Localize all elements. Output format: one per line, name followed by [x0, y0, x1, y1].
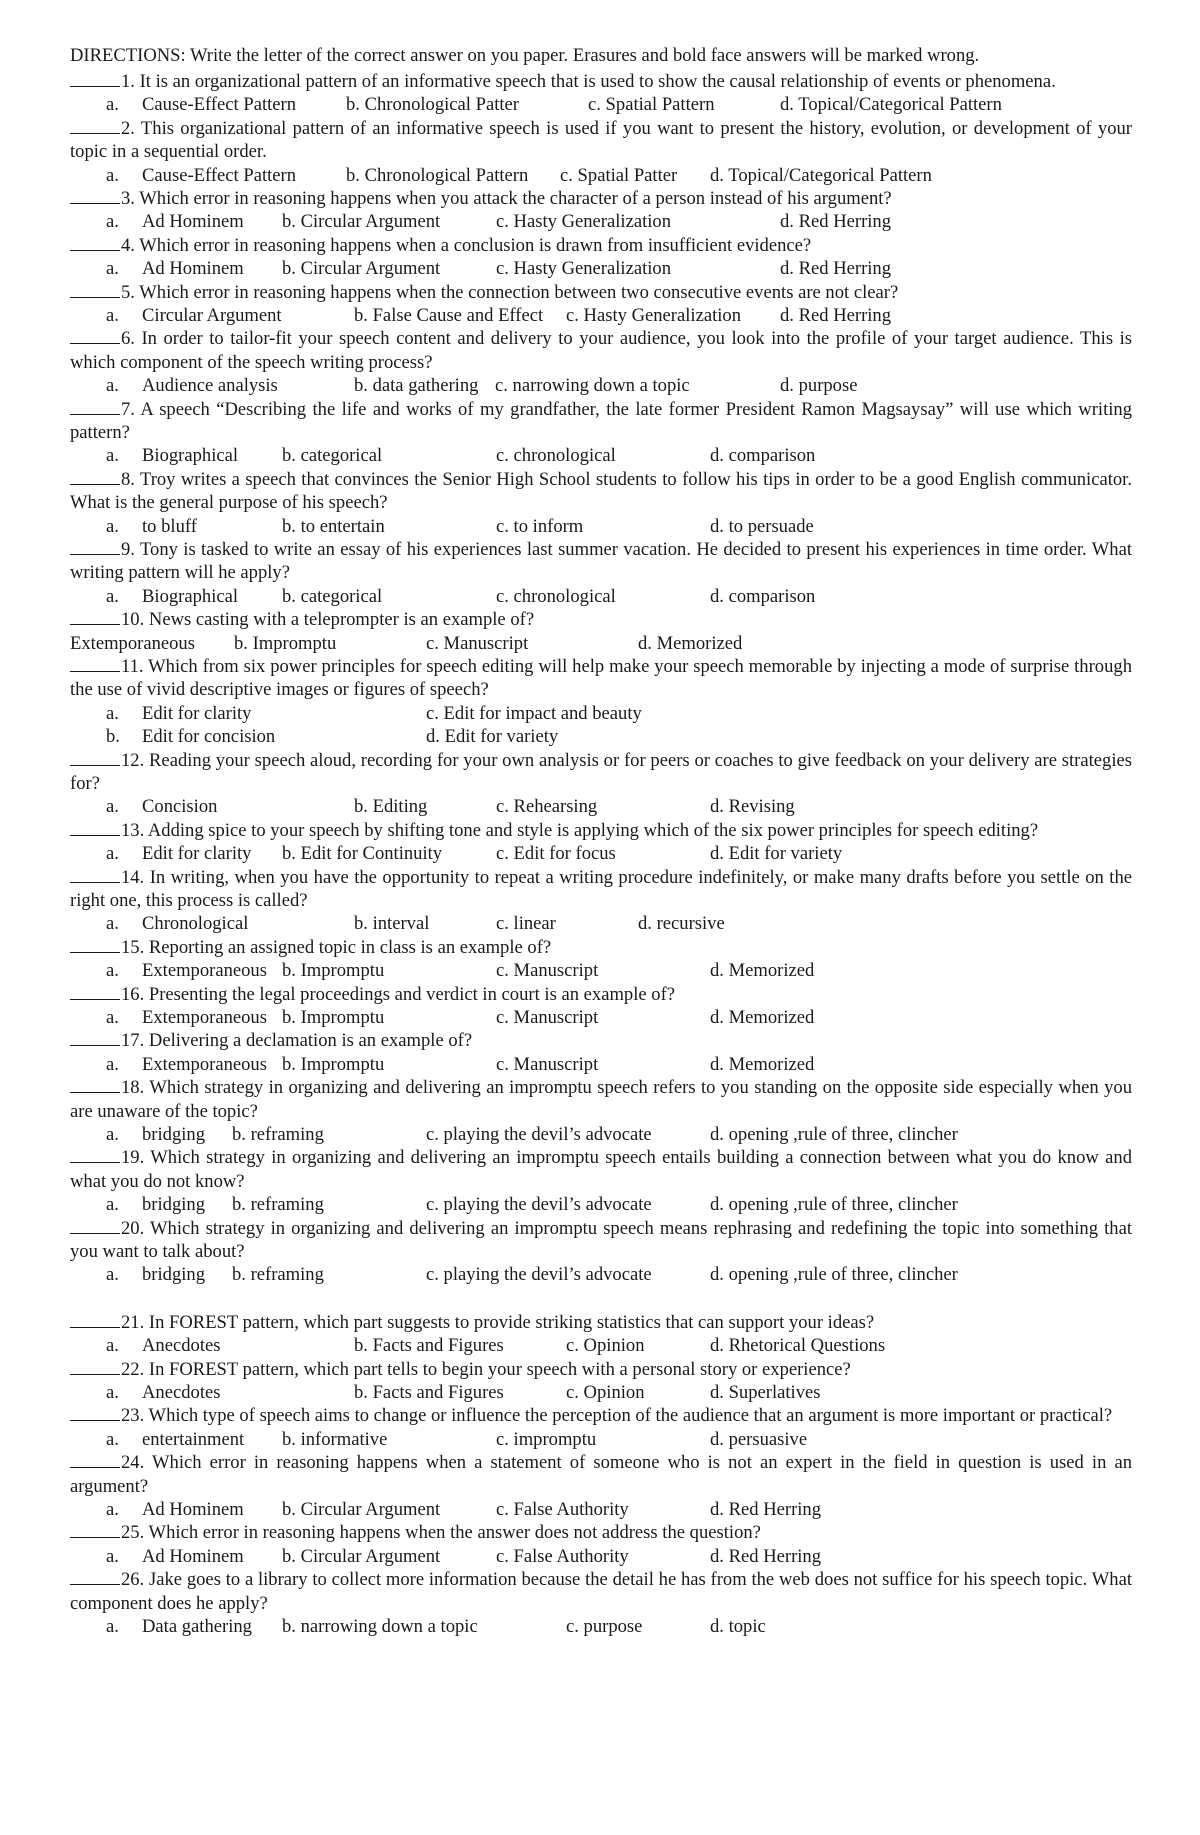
answer-choice: Data gathering	[142, 1616, 252, 1637]
answer-choice: Extemporaneous	[142, 1053, 267, 1075]
answer-choice: a.	[106, 1616, 119, 1637]
answer-choice: b. Chronological Patter	[346, 94, 519, 116]
question-text: 6. In order to tailor-fit your speech content and delivery to your audience, you look into the profile of your target audience. This is which component of the speech writing process?	[70, 328, 1132, 373]
answer-blank	[70, 751, 120, 766]
answer-choice: c. Manuscript	[496, 1053, 599, 1075]
question-line	[70, 819, 1132, 842]
answer-choice: d. Red Herring	[780, 258, 892, 280]
question-list	[70, 70, 1132, 1638]
answer-choices	[70, 1428, 1132, 1451]
answer-choice: bridging	[142, 1194, 206, 1216]
question-line	[70, 1311, 1132, 1334]
answer-choice: d. Memorized	[710, 960, 815, 982]
answer-choice: b. Impromptu	[282, 1053, 385, 1075]
answer-choice: Chronological	[142, 913, 249, 935]
question-item	[70, 749, 1132, 819]
answer-choice: d. topic	[710, 1616, 766, 1637]
answer-choices	[70, 632, 1132, 655]
answer-choices	[70, 304, 1132, 327]
answer-blank	[70, 236, 120, 251]
question-line	[70, 1146, 1132, 1193]
answer-choice: Concision	[142, 796, 218, 818]
answer-blank	[70, 1406, 120, 1421]
question-line	[70, 936, 1132, 959]
answer-choice: a.	[106, 375, 119, 397]
answer-choice: Extemporaneous	[70, 632, 195, 654]
answer-blank	[70, 938, 120, 953]
answer-blank	[70, 1078, 120, 1093]
question-text: 15. Reporting an assigned topic in class is an example of?	[121, 936, 552, 958]
answer-choice: d. purpose	[780, 375, 858, 397]
answer-choice: a.	[106, 445, 119, 467]
answer-choice: c. narrowing down a topic	[495, 375, 690, 397]
question-text: 17. Delivering a declamation is an example of?	[121, 1030, 473, 1052]
answer-choice: c. Spatial Pattern	[588, 94, 715, 116]
answer-choice: Ad Hominem	[142, 211, 244, 233]
answer-choice: a.	[106, 1007, 119, 1028]
answer-choice: d. comparison	[710, 445, 816, 467]
answer-choice: Edit for clarity	[142, 843, 252, 865]
answer-choice: a.	[106, 1194, 119, 1216]
question-text: 26. Jake goes to a library to collect more information because the detail he has from the web does not suffice for his speech topic. What component does he apply?	[70, 1569, 1132, 1614]
answer-choice: d. Revising	[710, 796, 795, 818]
answer-choices	[70, 725, 1132, 748]
question-line	[70, 608, 1132, 631]
answer-choice: to bluff	[142, 515, 197, 537]
question-text: 7. A speech “Describing the life and works of my grandfather, the late former President Ramon Magsaysay” will use which writing pattern?	[70, 398, 1132, 443]
answer-choices	[70, 702, 1132, 725]
answer-choice: Anecdotes	[142, 1382, 221, 1403]
answer-choice: a.	[106, 211, 119, 233]
question-text: 25. Which error in reasoning happens when the answer does not address the question?	[121, 1522, 761, 1544]
question-line	[70, 866, 1132, 913]
answer-choice: b. informative	[282, 1428, 388, 1450]
question-item	[70, 608, 1132, 655]
answer-choice: b. Edit for Continuity	[282, 843, 443, 865]
question-text: 3. Which error in reasoning happens when you attack the character of a person instead of his argument?	[121, 188, 892, 209]
answer-blank	[70, 985, 120, 1000]
answer-choice: Extemporaneous	[142, 1007, 267, 1028]
answer-choice: c. False Authority	[496, 1545, 629, 1567]
answer-blank	[70, 821, 120, 836]
question-item	[70, 655, 1132, 749]
answer-choice: a.	[106, 515, 119, 537]
answer-choice: a.	[106, 702, 119, 724]
question-line	[70, 983, 1132, 1006]
answer-choices	[70, 374, 1132, 397]
answer-choice: c. linear	[496, 913, 556, 935]
question-item	[70, 1146, 1132, 1216]
answer-choice: b. interval	[354, 913, 430, 935]
answer-choice: Circular Argument	[142, 305, 282, 326]
answer-choices	[70, 164, 1132, 187]
answer-choice: b. Circular Argument	[282, 1499, 441, 1520]
answer-choice: Edit for concision	[142, 726, 276, 748]
question-text: 2. This organizational pattern of an informative speech is used if you want to present the history, evolution, or development of your topic in a sequential order.	[70, 117, 1132, 163]
question-item	[70, 281, 1132, 328]
question-line	[70, 281, 1132, 304]
answer-choice: d. Edit for variety	[710, 843, 843, 865]
question-line	[70, 1521, 1132, 1544]
answer-choice: b. Editing	[354, 796, 428, 818]
question-text: 19. Which strategy in organizing and delivering an impromptu speech entails building a connection between what you do know and what you do not know?	[70, 1147, 1132, 1192]
question-line	[70, 1451, 1132, 1498]
answer-choice: d. Red Herring	[780, 305, 892, 326]
answer-choice: d. Rhetorical Questions	[710, 1335, 886, 1357]
question-text: 23. Which type of speech aims to change or influence the perception of the audience that an argument is more important or practical?	[121, 1405, 1113, 1427]
question-item	[70, 234, 1132, 281]
answer-choices	[70, 1545, 1132, 1568]
answer-choice: a.	[106, 843, 119, 865]
question-item	[70, 1311, 1132, 1358]
question-item	[70, 538, 1132, 608]
answer-choice: b. False Cause and Effect	[354, 305, 544, 326]
answer-choice: c. Hasty Generalization	[566, 305, 742, 326]
answer-choice: c. Manuscript	[496, 960, 599, 982]
answer-choices	[70, 1123, 1132, 1146]
question-text: 18. Which strategy in organizing and delivering an impromptu speech refers to you standing on the opposite side especially when you are unaware of the topic?	[70, 1077, 1132, 1122]
question-text: 1. It is an organizational pattern of an informative speech that is used to show the causal relationship of events or phenomena.	[121, 71, 1056, 92]
question-item	[70, 398, 1132, 468]
answer-choice: b. Circular Argument	[282, 258, 441, 280]
question-text: 12. Reading your speech aloud, recording for your own analysis or for peers or coaches to give feedback on your delivery are strategies for?	[70, 749, 1132, 794]
question-text: 16. Presenting the legal proceedings and verdict in court is an example of?	[121, 983, 676, 1005]
answer-choice: b.	[106, 726, 120, 748]
answer-choice: b. categorical	[282, 445, 383, 467]
answer-choice: b. Impromptu	[282, 960, 385, 982]
answer-choices	[70, 1193, 1132, 1216]
question-item	[70, 1568, 1132, 1638]
question-line	[70, 538, 1132, 585]
answer-choices	[70, 912, 1132, 935]
question-text: 9. Tony is tasked to write an essay of his experiences last summer vacation. He decided to present his experiences in time order. What writing pattern will he apply?	[70, 539, 1132, 584]
question-item	[70, 70, 1132, 117]
answer-choice: b. Circular Argument	[282, 211, 441, 233]
answer-choice: d. Topical/Categorical Pattern	[710, 164, 932, 186]
question-text: 24. Which error in reasoning happens when a statement of someone who is not an expert in the field in question is used in an argument?	[70, 1452, 1132, 1497]
answer-choice: c. Spatial Patter	[560, 164, 678, 186]
answer-choices	[70, 93, 1132, 116]
answer-choice: Anecdotes	[142, 1335, 221, 1357]
answer-choice: d. Topical/Categorical Pattern	[780, 94, 1002, 116]
answer-choice: Cause-Effect Pattern	[142, 94, 297, 116]
question-item	[70, 1358, 1132, 1405]
answer-choice: c. to inform	[496, 515, 584, 537]
answer-choice: c. Hasty Generalization	[496, 211, 672, 233]
answer-choice: Ad Hominem	[142, 1499, 244, 1520]
question-line	[70, 749, 1132, 796]
question-item	[70, 1521, 1132, 1568]
question-line	[70, 655, 1132, 702]
answer-choices	[70, 1334, 1132, 1357]
question-item	[70, 1029, 1132, 1076]
answer-choice: b. Impromptu	[282, 1007, 385, 1028]
answer-choice: Edit for clarity	[142, 702, 252, 724]
answer-choice: d. Red Herring	[710, 1499, 822, 1520]
answer-blank	[70, 868, 120, 883]
answer-choice: Ad Hominem	[142, 1545, 244, 1567]
answer-choice: d. Superlatives	[710, 1382, 821, 1403]
answer-choice: a.	[106, 913, 119, 935]
answer-choice: Biographical	[142, 585, 239, 607]
answer-choices	[70, 1053, 1132, 1076]
question-line	[70, 70, 1132, 93]
answer-choice: b. Circular Argument	[282, 1545, 441, 1567]
directions-text: DIRECTIONS: Write the letter of the correct answer on you paper. Erasures and bold face answers will be marked wrong.	[70, 45, 980, 66]
answer-choice: c. False Authority	[496, 1499, 629, 1520]
answer-blank	[70, 283, 120, 298]
question-line	[70, 1217, 1132, 1264]
question-text: 8. Troy writes a speech that convinces the Senior High School students to follow his tips in order to be a good English communicator. What is the general purpose of his speech?	[70, 468, 1132, 514]
answer-choices	[70, 515, 1132, 538]
answer-choice: b. Chronological Pattern	[346, 164, 529, 186]
answer-choice: c. Hasty Generalization	[496, 258, 672, 280]
answer-choices	[70, 444, 1132, 467]
answer-blank	[70, 470, 120, 485]
answer-choice: b. Impromptu	[234, 632, 337, 654]
question-item	[70, 1217, 1132, 1287]
answer-choice: d. to persuade	[710, 515, 814, 537]
answer-choice: c. Manuscript	[426, 632, 529, 654]
answer-choice: a.	[106, 305, 119, 326]
answer-choice: b. Facts and Figures	[354, 1335, 504, 1357]
answer-choice: b. reframing	[232, 1264, 324, 1286]
question-line	[70, 1568, 1132, 1615]
question-text: 11. Which from six power principles for speech editing will help make your speech memorable by injecting a mode of surprise through the use of vivid descriptive images or figures of speech?	[70, 656, 1132, 701]
question-text: 22. In FOREST pattern, which part tells to begin your speech with a personal story or experience?	[121, 1358, 851, 1380]
answer-choices	[70, 1615, 1132, 1638]
question-text: 10. News casting with a teleprompter is an example of?	[121, 609, 535, 631]
answer-blank	[70, 1360, 120, 1375]
question-item	[70, 1404, 1132, 1451]
question-line	[70, 1358, 1132, 1381]
answer-choices	[70, 1006, 1132, 1029]
answer-choice: c. chronological	[496, 445, 616, 467]
question-line	[70, 234, 1132, 257]
answer-choices	[70, 1381, 1132, 1404]
answer-choice: b. narrowing down a topic	[282, 1616, 478, 1637]
answer-choice: d. opening ,rule of three, clincher	[710, 1194, 958, 1216]
answer-choice: c. Edit for impact and beauty	[426, 702, 642, 724]
answer-choice: Ad Hominem	[142, 258, 244, 280]
answer-choice: a.	[106, 585, 119, 607]
answer-blank	[70, 1031, 120, 1046]
question-line	[70, 1404, 1132, 1427]
question-line	[70, 327, 1132, 374]
answer-choice: a.	[106, 1428, 119, 1450]
answer-choice: d. Red Herring	[780, 211, 892, 233]
question-text: 21. In FOREST pattern, which part suggests to provide striking statistics that can support your ideas?	[121, 1311, 875, 1333]
answer-choice: a.	[106, 1124, 119, 1145]
answer-choices	[70, 959, 1132, 982]
answer-choice: d. Memorized	[638, 632, 743, 654]
answer-blank	[70, 1313, 120, 1328]
answer-blank	[70, 1523, 120, 1538]
answer-choice: a.	[106, 1264, 119, 1286]
answer-choice: a.	[106, 796, 119, 818]
question-text: 20. Which strategy in organizing and delivering an impromptu speech means rephrasing and redefining the topic into something that you want to talk about?	[70, 1217, 1132, 1262]
answer-choice: b. data gathering	[354, 375, 479, 397]
question-item	[70, 117, 1132, 187]
answer-choice: d. opening ,rule of three, clincher	[710, 1264, 958, 1286]
answer-blank	[70, 400, 120, 415]
answer-choice: d. Memorized	[710, 1053, 815, 1075]
question-item	[70, 866, 1132, 936]
question-item	[70, 187, 1132, 234]
answer-choice: d. Memorized	[710, 1007, 815, 1028]
question-line	[70, 1076, 1132, 1123]
answer-choice: d. comparison	[710, 585, 816, 607]
answer-choice: c. purpose	[566, 1616, 643, 1637]
answer-choice: bridging	[142, 1264, 206, 1286]
answer-choice: d. Edit for variety	[426, 726, 559, 748]
question-line	[70, 117, 1132, 164]
answer-blank	[70, 119, 120, 134]
answer-choice: c. playing the devil’s advocate	[426, 1194, 652, 1216]
question-line	[70, 468, 1132, 515]
question-item	[70, 819, 1132, 866]
answer-choice: c. Rehearsing	[496, 796, 598, 818]
answer-choice: d. persuasive	[710, 1428, 808, 1450]
question-item	[70, 327, 1132, 397]
question-item	[70, 1451, 1132, 1521]
answer-choice: d. recursive	[638, 913, 725, 935]
answer-choices	[70, 795, 1132, 818]
answer-choices	[70, 1498, 1132, 1521]
answer-choice: Audience analysis	[142, 375, 278, 397]
answer-choice: c. Manuscript	[496, 1007, 599, 1028]
answer-choices	[70, 842, 1132, 865]
answer-choice: b. Facts and Figures	[354, 1382, 504, 1403]
answer-choice: c. Opinion	[566, 1382, 645, 1403]
answer-choice: a.	[106, 1335, 119, 1357]
answer-choice: c. playing the devil’s advocate	[426, 1264, 652, 1286]
answer-choice: b. to entertain	[282, 515, 385, 537]
answer-choice: Extemporaneous	[142, 960, 267, 982]
answer-blank	[70, 657, 120, 672]
answer-choice: c. Edit for focus	[496, 843, 616, 865]
answer-blank	[70, 610, 120, 625]
answer-blank	[70, 540, 120, 555]
answer-choice: bridging	[142, 1124, 206, 1145]
answer-choice: c. playing the devil’s advocate	[426, 1124, 652, 1145]
answer-blank	[70, 189, 120, 204]
answer-choices	[70, 1263, 1132, 1286]
question-text: 4. Which error in reasoning happens when a conclusion is drawn from insufficient evidence?	[121, 234, 812, 256]
answer-blank	[70, 1148, 120, 1163]
question-text: 14. In writing, when you have the opportunity to repeat a writing procedure indefinitely, or make many drafts before you settle on the right one, this process is called?	[70, 866, 1132, 911]
answer-choice: a.	[106, 1499, 119, 1520]
answer-choice: a.	[106, 960, 119, 982]
answer-choice: b. reframing	[232, 1124, 324, 1145]
answer-choice: c. Opinion	[566, 1335, 645, 1357]
answer-choice: c. impromptu	[496, 1428, 597, 1450]
question-text: 5. Which error in reasoning happens when the connection between two consecutive events are not clear?	[121, 281, 899, 303]
answer-choices	[70, 585, 1132, 608]
answer-choice: a.	[106, 1545, 119, 1567]
answer-choice: a.	[106, 258, 119, 280]
question-item	[70, 936, 1132, 983]
answer-blank	[70, 1219, 120, 1234]
question-text: 13. Adding spice to your speech by shifting tone and style is applying which of the six power principles for speech editing?	[121, 819, 1039, 841]
question-line	[70, 398, 1132, 445]
answer-choice: d. opening ,rule of three, clincher	[710, 1124, 958, 1145]
answer-choice: entertainment	[142, 1428, 245, 1450]
answer-blank	[70, 72, 120, 87]
question-line	[70, 1029, 1132, 1052]
answer-blank	[70, 1570, 120, 1585]
answer-choice: d. Red Herring	[710, 1545, 822, 1567]
question-item	[70, 1076, 1132, 1146]
answer-choice: Biographical	[142, 445, 239, 467]
answer-choice: b. reframing	[232, 1194, 324, 1216]
answer-blank	[70, 329, 120, 344]
answer-choice: b. categorical	[282, 585, 383, 607]
answer-choice: a.	[106, 164, 119, 186]
answer-choice: a.	[106, 94, 119, 116]
answer-choices	[70, 257, 1132, 280]
question-item	[70, 983, 1132, 1030]
answer-choice: Cause-Effect Pattern	[142, 164, 297, 186]
answer-choice: a.	[106, 1053, 119, 1075]
answer-choice: a.	[106, 1382, 119, 1403]
question-line	[70, 187, 1132, 210]
question-item	[70, 468, 1132, 538]
spacer	[70, 1287, 1132, 1311]
answer-blank	[70, 1453, 120, 1468]
answer-choices	[70, 210, 1132, 233]
answer-choice: c. chronological	[496, 585, 616, 607]
